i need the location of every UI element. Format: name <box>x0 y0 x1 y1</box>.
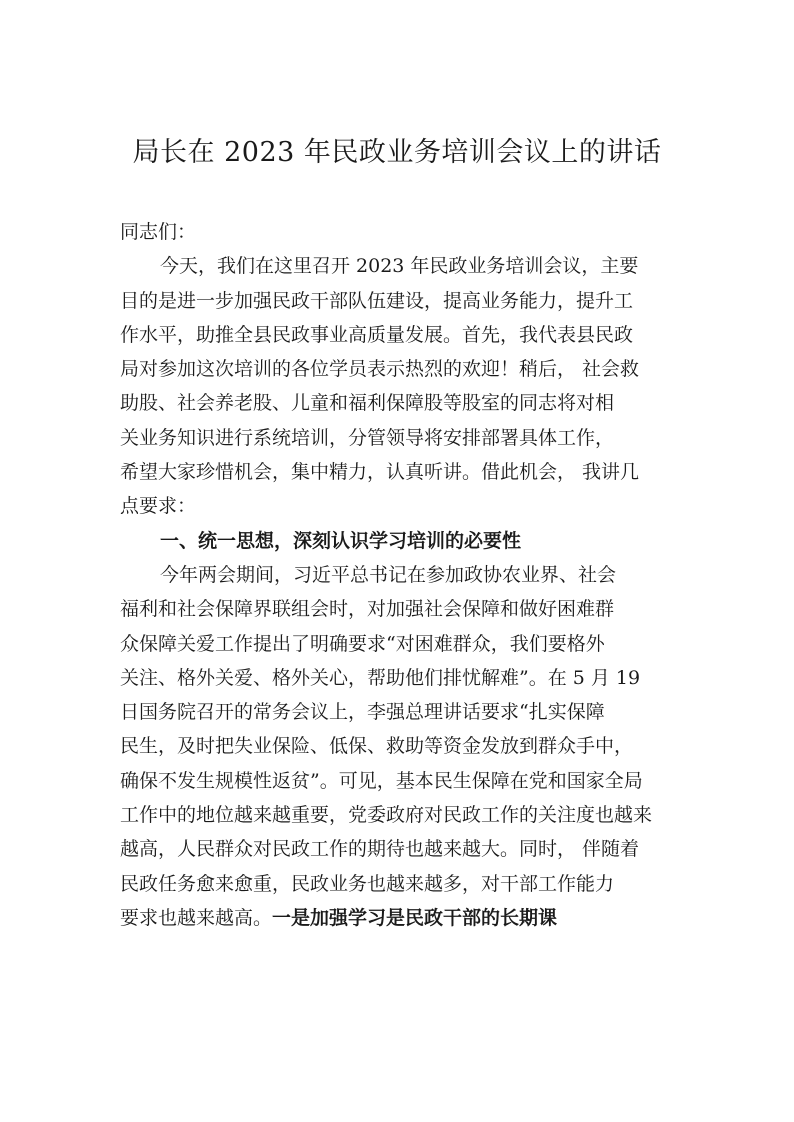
section-heading: 一、统一思想，深刻认识学习培训的必要性 <box>160 529 522 552</box>
paragraph-line: 关注、格外关爱、格外关心，帮助他们排忧解难”。在 5 月 19 <box>120 666 641 689</box>
paragraph-line: 确保不发生规模性返贫”。可见，基本民生保障在党和国家全局 <box>120 769 643 792</box>
paragraph-line: 今天，我们在这里召开 2023 年民政业务培训会议，主要 <box>160 255 639 278</box>
paragraph-line: 工作中的地位越来越重要，党委政府对民政工作的关注度也越来 <box>120 804 653 827</box>
paragraph-line-last <box>120 901 695 935</box>
paragraph-line: 希望大家珍惜机会，集中精力，认真听讲。借此机会， 我讲几 <box>120 461 640 484</box>
paragraph-line: 点要求： <box>120 495 197 518</box>
paragraph-line: 目的是进一步加强民政干部队伍建设，提高业务能力，提升工 <box>120 289 634 312</box>
paragraph-line: 关业务知识进行系统培训，分管领导将安排部署具体工作， <box>120 426 615 449</box>
document-title: 局长在 2023 年民政业务培训会议上的讲话 <box>132 137 662 168</box>
bold-emphasis: 一是加强学习是民政干部的长期课 <box>272 906 558 929</box>
paragraph-line: 民生，及时把失业保险、低保、救助等资金发放到群众手中， <box>120 735 634 758</box>
paragraph-line: 越高，人民群众对民政工作的期待也越来越大。同时， 伴随着 <box>120 838 640 861</box>
paragraph-line: 今年两会期间，习近平总书记在参加政协农业界、社会 <box>160 563 617 586</box>
plain-text: 要求也越来越高。 <box>120 906 273 929</box>
paragraph-line: 日国务院召开的常务会议上，李强总理讲话要求“扎实保障 <box>120 701 605 724</box>
paragraph-line: 众保障关爱工作提出了明确要求“对困难群众，我们要格外 <box>120 632 605 655</box>
paragraph-line: 局对参加这次培训的各位学员表示热烈的欢迎！稍后， 社会救 <box>120 358 640 381</box>
paragraph-line: 民政任务愈来愈重，民政业务也越来越多，对干部工作能力 <box>120 872 615 895</box>
paragraph-line: 福利和社会保障界联组会时，对加强社会保障和做好困难群 <box>120 598 615 621</box>
document-body <box>120 215 695 935</box>
paragraph-line: 作水平，助推全县民政事业高质量发展。首先，我代表县民政 <box>120 323 634 346</box>
paragraph-line: 助股、社会养老股、儿童和福利保障股等股室的同志将对相 <box>120 392 615 415</box>
salutation: 同志们： <box>120 221 197 243</box>
